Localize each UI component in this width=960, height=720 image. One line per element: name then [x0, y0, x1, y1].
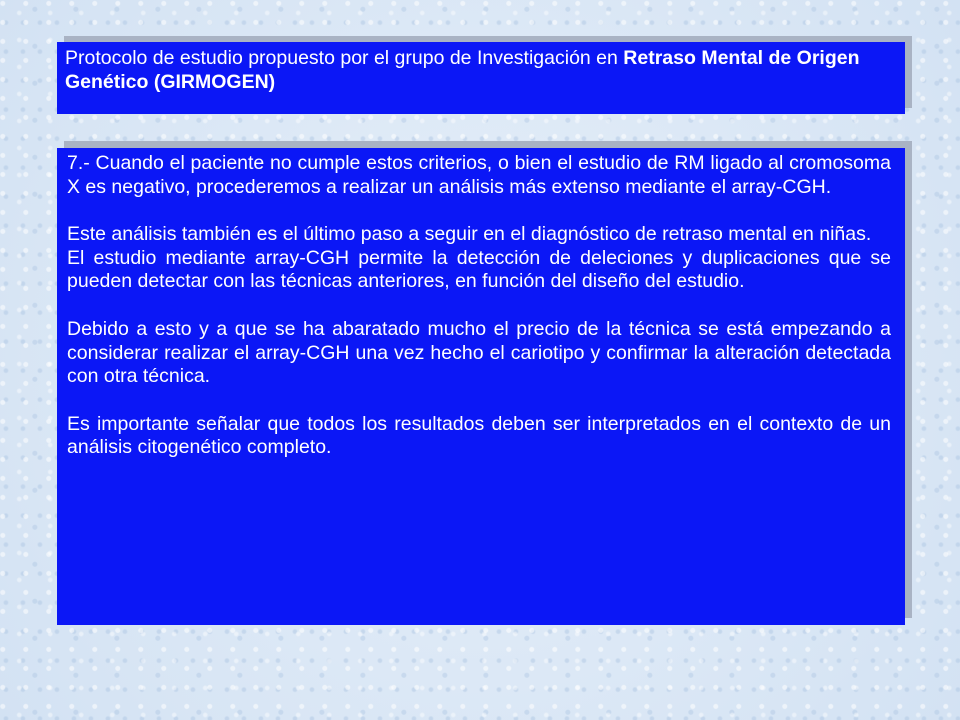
paragraph-3: El estudio mediante array-CGH permite la detección de deleciones y duplicaciones que se pueden detectar con las técnicas anteriores, en función del diseño del estudio.: [67, 246, 891, 293]
body-panel: [57, 148, 905, 625]
title-text-bold: Retraso Mental de Origen Genético (GIRMOGEN): [65, 47, 860, 93]
paragraph-spacer: [67, 389, 891, 413]
paragraph-4: Debido a esto y a que se ha abaratado mucho el precio de la técnica se está empezando a considerar realizar el array-CGH una vez hecho el cariotipo y confirmar la alteración detectada con otra técnica.: [67, 317, 891, 388]
paragraph-spacer: [67, 294, 891, 318]
paragraph-2: Este análisis también es el último paso a seguir en el diagnóstico de retraso mental en niñas.: [67, 223, 872, 246]
paragraph-1: 7.- Cuando el paciente no cumple estos criterios, o bien el estudio de RM ligado al cromosoma X es negativo, procederemos a realizar un análisis más extenso mediante el array-CGH.: [67, 152, 891, 198]
paragraph-spacer: [67, 199, 891, 223]
title-panel: [57, 42, 905, 114]
title-text: Protocolo de estudio propuesto por el grupo de Investigación en: [65, 47, 624, 69]
paragraph-5: Es importante señalar que todos los resultados deben ser interpretados en el contexto de un análisis citogenético completo.: [67, 412, 891, 459]
